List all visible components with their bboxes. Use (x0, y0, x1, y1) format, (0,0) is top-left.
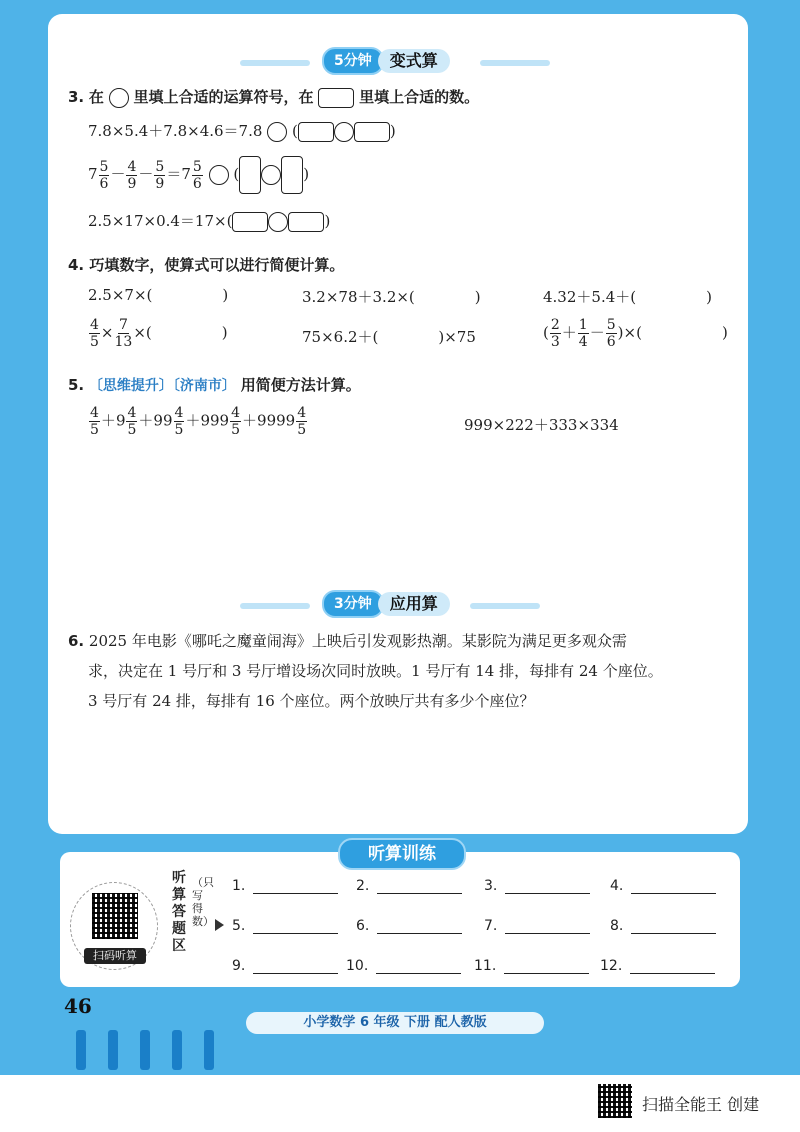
edge-tab (172, 1030, 182, 1070)
watermark-qr-icon (598, 1084, 632, 1118)
answer-circle[interactable] (267, 122, 287, 142)
q4-r1-c: 4.32＋5.4＋( ) (543, 288, 712, 306)
tag-thinking: 〔思维提升〕 (88, 378, 173, 394)
page-number: 46 (64, 994, 92, 1018)
title-bar-right (470, 603, 540, 609)
answer-item[interactable]: 1. (232, 878, 338, 894)
section-badge: 5分钟 (322, 47, 384, 75)
answer-box[interactable] (298, 122, 334, 142)
answer-item[interactable]: 9. (232, 958, 338, 974)
q6-line2: 求，决定在 1 号厅和 3 号厅增设场次同时放映。1 号厅有 14 排，每排有 24 个座位。 (88, 662, 663, 680)
book-info: 小学数学 6 年级 下册 配人教版 (246, 1012, 544, 1034)
answer-item[interactable]: 8. (610, 918, 716, 934)
answer-circle[interactable] (261, 165, 281, 185)
rect-symbol (318, 88, 354, 108)
q5-expr-a: $\frac{4}{5}$ ＋9 $\frac{4}{5}$ ＋99 $\frac{4}{5}$ ＋999 $\frac{4}{5}$ ＋9999 $\frac{4}{5}$ (90, 405, 307, 438)
q4-r1-b: 3.2×78＋3.2×( ) (302, 288, 481, 306)
q6-line1: 6. 2025 年电影《哪吒之魔童闹海》上映后引发观影热潮。某影院为满足更多观众需 (68, 632, 627, 650)
section-badge: 3分钟 (322, 590, 384, 618)
title-bar-left (240, 60, 310, 66)
circle-symbol (109, 88, 129, 108)
q4-prompt: 4. 巧填数字，使算式可以进行简便计算。 (68, 256, 345, 274)
tag-city: 〔济南市〕 (172, 378, 236, 394)
q4-r1-a: 2.5×7×( ) (88, 286, 229, 304)
answer-item[interactable]: 11. (474, 958, 589, 974)
answer-item[interactable]: 12. (600, 958, 715, 974)
answer-box[interactable] (288, 212, 324, 232)
q5-prompt: 5. 〔思维提升〕〔济南市〕 用简便方法计算。 (68, 376, 361, 394)
section-label: 变式算 (378, 49, 450, 73)
section-title-1 (322, 48, 450, 74)
answer-circle[interactable] (209, 165, 229, 185)
q3-prompt: 3. 在 里填上合适的运算符号，在 里填上合适的数。 (68, 88, 480, 106)
answer-area-label: 听算答题区 (172, 870, 186, 954)
edge-tab (108, 1030, 118, 1070)
q3-line1: 7.8×5.4＋7.8×4.6＝7.8 ( ) (88, 122, 396, 140)
watermark-text: 扫描全能王 创建 (642, 1095, 760, 1114)
q5-expr-b: 999×222＋333×334 (464, 416, 619, 434)
answer-item[interactable]: 4. (610, 878, 716, 894)
q6-line3: 3 号厅有 24 排，每排有 16 个座位。两个放映厅共有多少个座位？ (88, 692, 535, 710)
title-bar-right (480, 60, 550, 66)
q4-r2-c: ( $\frac{2}{3}$ ＋ $\frac{1}{4}$ － $\frac{5}{6}$ )×( ) (543, 317, 728, 350)
scan-label: 扫码听算 (84, 948, 146, 964)
qr-code-icon[interactable] (92, 893, 138, 939)
edge-tab (76, 1030, 86, 1070)
section-label: 应用算 (378, 592, 450, 616)
answer-item[interactable]: 6. (356, 918, 462, 934)
answer-box[interactable] (239, 156, 261, 194)
answer-area-note: （只写得数） (192, 876, 214, 928)
q4-r2-b: 75×6.2＋( )×75 (302, 328, 476, 346)
answer-box[interactable] (232, 212, 268, 232)
section-title-2 (322, 591, 450, 617)
q3-line2: 7 $\frac{5}{6}$ － $\frac{4}{9}$ － $\frac{5}{9}$ ＝7 $\frac{5}{6}$ ( ) (88, 156, 309, 194)
play-arrow-icon (215, 919, 224, 931)
answer-box[interactable] (354, 122, 390, 142)
listening-title: 听算训练 (338, 838, 466, 870)
answer-item[interactable]: 2. (356, 878, 462, 894)
answer-item[interactable]: 7. (484, 918, 590, 934)
title-bar-left (240, 603, 310, 609)
q3-line3: 2.5×17×0.4＝17×( ) (88, 212, 331, 230)
answer-box[interactable] (281, 156, 303, 194)
edge-tab (204, 1030, 214, 1070)
answer-item[interactable]: 5. (232, 918, 338, 934)
q4-r2-a: $\frac{4}{5}$ × $\frac{7}{13}$ ×( ) (90, 317, 228, 350)
answer-item[interactable]: 3. (484, 878, 590, 894)
answer-item[interactable]: 10. (346, 958, 461, 974)
answer-circle[interactable] (334, 122, 354, 142)
answer-circle[interactable] (268, 212, 288, 232)
edge-tab (140, 1030, 150, 1070)
